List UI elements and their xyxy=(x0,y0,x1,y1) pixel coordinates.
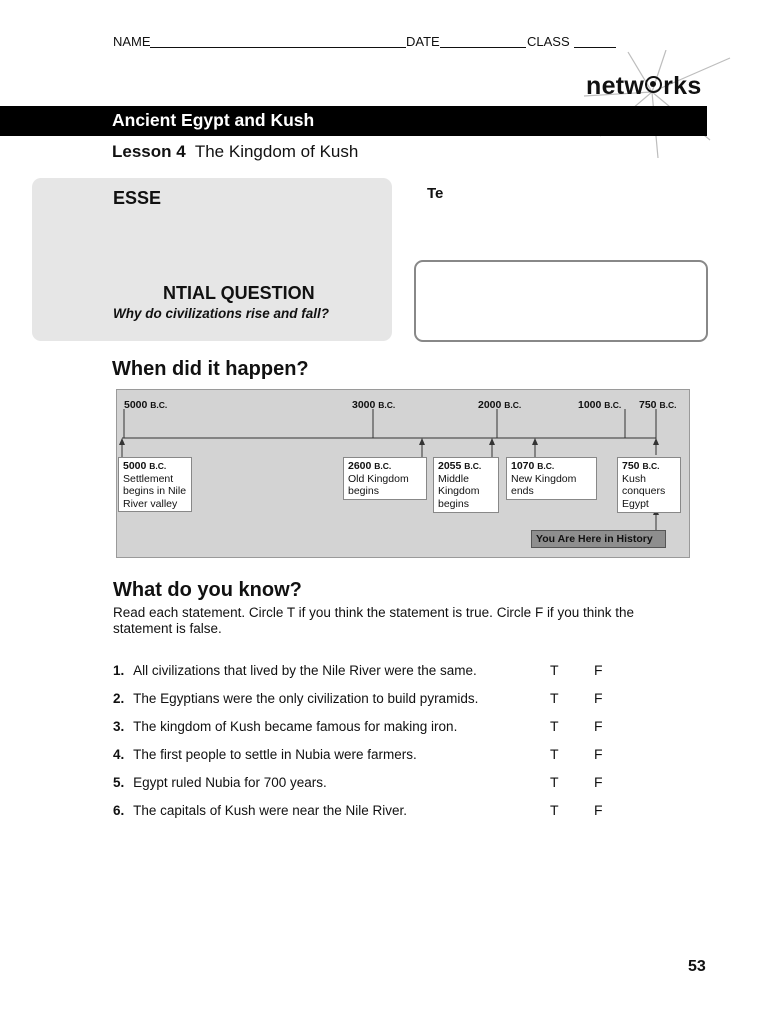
chapter-title: Ancient Egypt and Kush xyxy=(112,110,315,130)
lesson-title: The Kingdom of Kush xyxy=(194,142,359,161)
timeline-event-5000: 5000 B.C. Settlement begins in Nile River valley xyxy=(118,457,192,512)
timeline-event-2600: 2600 B.C. Old Kingdom begins xyxy=(343,457,427,500)
class-field[interactable] xyxy=(574,47,616,48)
true-option-2[interactable]: T xyxy=(550,690,559,706)
networks-logo: netw rks xyxy=(586,72,702,100)
you-are-here-label: You Are Here in History xyxy=(531,530,666,548)
scale-label-1000: 1000 B.C. xyxy=(578,399,622,411)
statement-5: 5. Egypt ruled Nubia for 700 years. xyxy=(113,775,327,790)
timeline-heading: When did it happen? xyxy=(112,358,309,380)
lesson-heading xyxy=(112,142,358,162)
false-option-3[interactable]: F xyxy=(594,718,603,734)
page-number: 53 xyxy=(688,958,706,975)
logo-starburst-decoration xyxy=(570,50,740,160)
true-option-1[interactable]: T xyxy=(550,662,559,678)
true-option-5[interactable]: T xyxy=(550,774,559,790)
timeline-event-750: 750 B.C. Kush conquers Egypt xyxy=(617,457,681,513)
statement-6: 6. The capitals of Kush were near the Nile River. xyxy=(113,803,408,818)
essential-question-heading-part1: ESSE xyxy=(113,188,162,208)
scale-label-2000: 2000 B.C. xyxy=(478,399,522,411)
timeline-event-2055: 2055 B.C. Middle Kingdom begins xyxy=(433,457,499,513)
true-option-6[interactable]: T xyxy=(550,802,559,818)
class-label: CLASS xyxy=(527,34,570,49)
chapter-banner xyxy=(0,106,707,136)
essential-question-text: Why do civilizations rise and fall? xyxy=(113,306,330,321)
false-option-5[interactable]: F xyxy=(594,774,603,790)
logo-circle-icon xyxy=(645,76,662,93)
false-option-4[interactable]: F xyxy=(594,746,603,762)
quiz-heading: What do you know? xyxy=(113,579,302,601)
statement-4: 4. The first people to settle in Nubia were farmers. xyxy=(113,747,417,762)
terms-label: Te xyxy=(427,185,444,202)
false-option-6[interactable]: F xyxy=(594,802,603,818)
essential-question-heading-part2: NTIAL QUESTION xyxy=(163,283,315,303)
name-label: NAME xyxy=(113,34,151,49)
statement-1: 1. All civilizations that lived by the Nile River were the same. xyxy=(113,663,477,678)
false-option-1[interactable]: F xyxy=(594,662,603,678)
date-label: DATE xyxy=(406,34,440,49)
scale-label-3000: 3000 B.C. xyxy=(352,399,396,411)
scale-label-750: 750 B.C. xyxy=(639,399,677,411)
scale-label-5000: 5000 B.C. xyxy=(124,399,168,411)
terms-answer-box[interactable] xyxy=(414,260,708,342)
lesson-number: Lesson 4 xyxy=(112,142,186,161)
true-option-3[interactable]: T xyxy=(550,718,559,734)
name-field[interactable] xyxy=(150,47,406,48)
date-field[interactable] xyxy=(440,47,526,48)
timeline-event-1070: 1070 B.C. New Kingdom ends xyxy=(506,457,597,500)
quiz-instructions: Read each statement. Circle T if you think the statement is true. Circle F if you think the statement is false. xyxy=(113,605,634,636)
false-option-2[interactable]: F xyxy=(594,690,603,706)
true-option-4[interactable]: T xyxy=(550,746,559,762)
statement-3: 3. The kingdom of Kush became famous for making iron. xyxy=(113,719,458,734)
statement-2: 2. The Egyptians were the only civilization to build pyramids. xyxy=(113,691,479,706)
